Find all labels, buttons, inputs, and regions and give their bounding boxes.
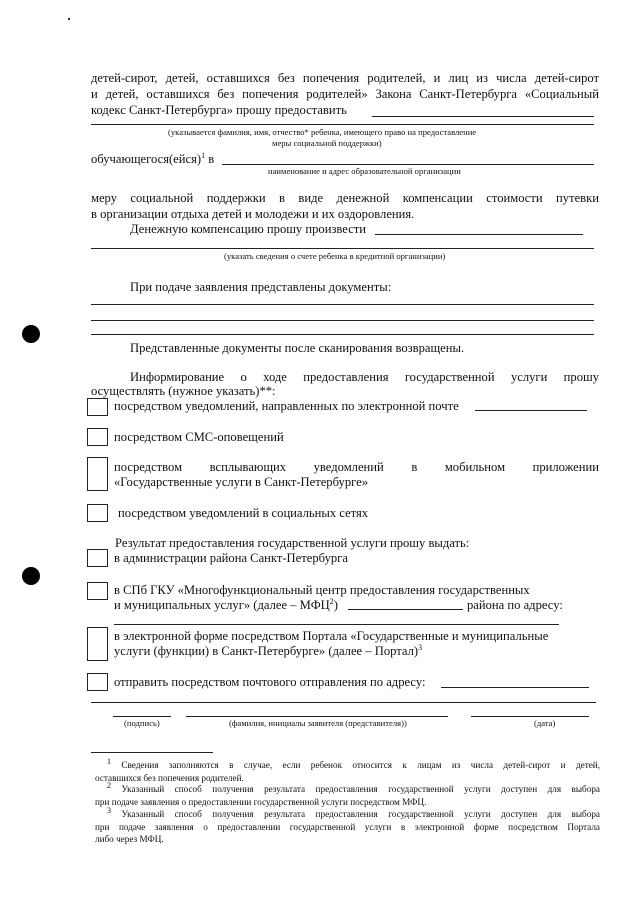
footnote-1-line-1 (95, 756, 600, 772)
signature-field[interactable] (113, 716, 171, 717)
checkbox-email[interactable] (87, 398, 108, 416)
option-portal-line-1: в электронной форме посредством Портала «Государственные и муниципальные (114, 629, 549, 643)
option-mfc-line-1: в СПб ГКУ «Многофункциональный центр предоставления государственных (114, 583, 530, 597)
footnote-2 (95, 780, 600, 808)
footnote-3-line-2: при подаче заявления о предоставлении государственной услуги в электронной форме посредством Портала (95, 821, 600, 832)
date-field[interactable] (471, 716, 589, 717)
child-name-field-part1[interactable] (372, 116, 594, 117)
measure-line-1: меру социальной поддержки в виде денежной компенсации стоимости путевки (91, 191, 599, 205)
footnote-2-line-2: при подаче заявления о предоставлении государственной услуги посредством МФЦ. (95, 796, 427, 807)
option-post-label: отправить посредством почтового отправления по адресу: (114, 675, 426, 689)
option-sms-label: посредством СМС-оповещений (114, 430, 284, 444)
intro-line-1: детей-сирот, детей, оставшихся без попечения родителей, и лиц из числа детей-сирот (91, 71, 599, 85)
footnote-ref-2: 2 (329, 596, 334, 606)
child-name-field-part2[interactable] (91, 124, 594, 125)
checkbox-portal[interactable] (87, 627, 108, 661)
footnote-3-line-1 (95, 805, 600, 821)
mfc-address-field[interactable] (114, 624, 559, 625)
footnote-3-line-3: либо через МФЦ. (95, 834, 164, 844)
student-label-text: обучающегося(ейся) (91, 152, 202, 166)
documents-returned-note: Представленные документы после сканирования возвращены. (130, 341, 465, 355)
date-caption: (дата) (534, 718, 556, 728)
checkbox-post[interactable] (87, 673, 108, 691)
option-email-label: посредством уведомлений, направленных по электронной почте (114, 399, 459, 413)
footnote-1 (95, 756, 600, 784)
scan-speck (68, 18, 70, 20)
footnote-3-mark: 3 (107, 805, 111, 815)
email-field[interactable] (475, 410, 587, 411)
measure-line-2: в организации отдыха детей и молодежи и их оздоровления. (91, 207, 415, 221)
option-admin-label: в администрации района Санкт-Петербурга (114, 551, 348, 565)
option-social-label: посредством уведомлений в социальных сетях (118, 506, 369, 520)
option-mfc-text: и муниципальных услуг» (далее – МФЦ (114, 598, 330, 612)
mfc-district-field[interactable] (348, 609, 463, 610)
student-label (91, 151, 214, 167)
post-address-field-2[interactable] (91, 702, 596, 703)
option-portal-text: услуги (функции) в Санкт-Петербурге» (далее – Портал) (114, 644, 419, 658)
account-field[interactable] (91, 248, 594, 249)
option-app-line-2: «Государственные услуги в Санкт-Петербурге» (114, 475, 369, 489)
option-portal-line-2 (114, 643, 422, 659)
footnote-1-mark: 1 (107, 756, 111, 766)
intro-line-3: кодекс Санкт-Петербурга» прошу предоставить (91, 103, 347, 117)
punch-hole-bottom (22, 567, 40, 585)
checkbox-district-admin[interactable] (87, 549, 108, 567)
footnote-1-text: Сведения заполняются в случае, если ребенок относится к лицам из числа детей-сирот и детей, (121, 760, 600, 770)
documents-field-3[interactable] (91, 334, 594, 335)
footnote-3 (95, 805, 600, 846)
punch-hole-top (22, 325, 40, 343)
option-mfc-address-label: района по адресу: (467, 598, 563, 612)
organization-caption: наименование и адрес образовательной организации (268, 166, 461, 176)
signature-caption: (подпись) (124, 718, 160, 728)
footnote-separator (91, 752, 213, 753)
intro-line-2: и детей, оставшихся без попечения родителей» Закона Санкт-Петербурга «Социальный (91, 87, 599, 101)
result-heading: Результат предоставления государственной услуги прошу выдать: (115, 536, 470, 550)
inform-line-1: Информирование о ходе предоставления государственной услуги прошу (130, 370, 599, 384)
footnote-2-text: Указанный способ получения результата предоставления государственной услуги доступен для выбора (121, 784, 600, 794)
post-address-field[interactable] (441, 687, 589, 688)
documents-field-1[interactable] (91, 304, 594, 305)
student-prep: в (208, 152, 215, 166)
footnote-2-mark: 2 (107, 780, 111, 790)
documents-field-2[interactable] (91, 320, 594, 321)
footnote-3-text: Указанный способ получения результата предоставления государственной услуги доступен для выбора (121, 809, 600, 819)
footnote-1-line-2: оставшихся без попечения родителей. (95, 772, 244, 783)
compensation-field[interactable] (375, 234, 583, 235)
checkbox-mfc[interactable] (87, 582, 108, 600)
documents-heading: При подаче заявления представлены документы: (130, 280, 392, 294)
inform-line-2: осуществлять (нужное указать)**: (91, 384, 276, 398)
checkbox-social-networks[interactable] (87, 504, 108, 522)
compensation-label: Денежную компенсацию прошу произвести (130, 222, 367, 236)
applicant-name-field[interactable] (186, 716, 448, 717)
child-name-caption-1: (указывается фамилия, имя, отчество* ребенка, имеющего право на предоставление (168, 127, 477, 137)
footnote-ref-1: 1 (201, 150, 206, 160)
option-mfc-line-2 (114, 597, 338, 613)
option-app-line-1: посредством всплывающих уведомлений в мобильном приложении (114, 460, 599, 474)
child-name-caption-2: меры социальной поддержки) (272, 138, 382, 148)
applicant-name-caption: (фамилия, инициалы заявителя (представителя)) (229, 718, 407, 728)
option-mfc-paren: ) (333, 598, 338, 612)
checkbox-sms[interactable] (87, 428, 108, 446)
organization-field[interactable] (222, 164, 594, 165)
footnote-2-line-1 (95, 780, 600, 796)
footnote-ref-3: 3 (418, 642, 423, 652)
account-caption: (указать сведения о счете ребенка в кредитной организации) (224, 251, 446, 261)
checkbox-mobile-app[interactable] (87, 457, 108, 491)
